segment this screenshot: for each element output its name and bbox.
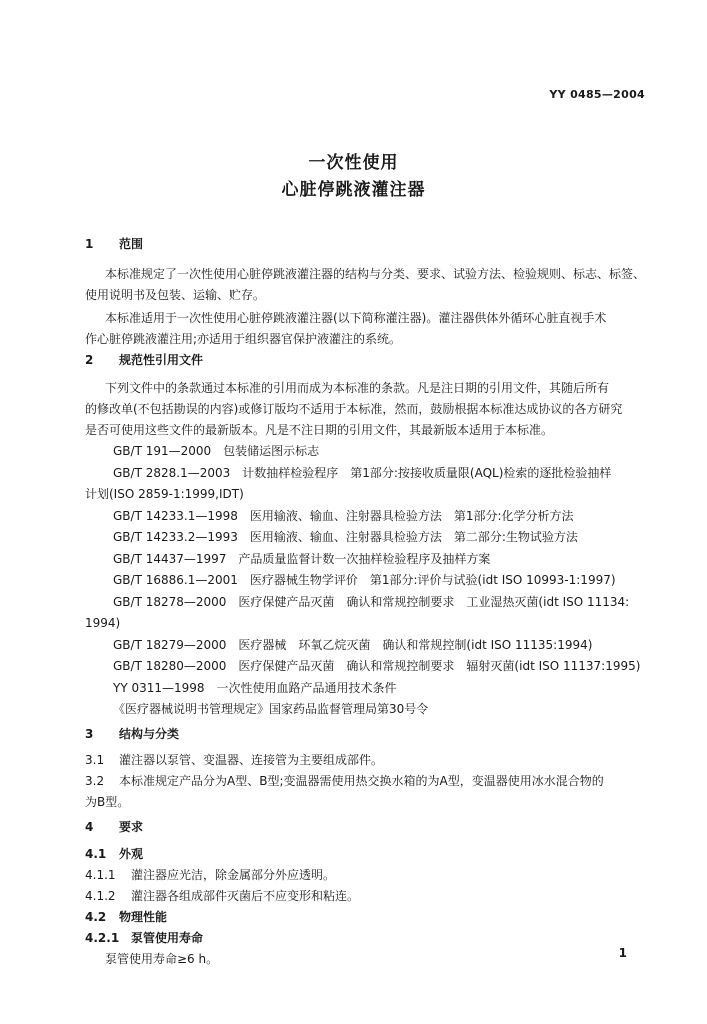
standard-code: YY 0485—2004	[549, 88, 645, 101]
section-number: 3	[85, 727, 94, 741]
paragraph-line: 作心脏停跳液灌注用;亦适用于组织器官保护液灌注的系统。	[85, 332, 402, 346]
document-title-line1: 一次性使用	[308, 153, 399, 173]
reference-item: GB/T 16886.1—2001 医疗器械生物学评价 第1部分:评价与试验(idt ISO 10993-1:1997)	[113, 573, 616, 587]
reference-item: GB/T 14437—1997 产品质量监督计数一次抽样检验程序及抽样方案	[113, 552, 491, 566]
document-title-line2: 心脏停跳液灌注器	[281, 180, 426, 200]
section-title: 要求	[119, 820, 144, 834]
clause-3-1	[85, 753, 655, 767]
reference-item: GB/T 18280—2000 医疗保健产品灭菌 确认和常规控制要求 辐射灭菌(idt ISO 11137:1995)	[113, 659, 641, 673]
paragraph-line: 本标准规定了一次性使用心脏停跳液灌注器的结构与分类、要求、试验方法、检验规则、标志、标签、	[105, 267, 646, 281]
reference-item-continued: 1994)	[85, 616, 121, 630]
reference-item: GB/T 2828.1—2003 计数抽样检验程序 第1部分:按接收质量限(AQL)检索的逐批检验抽样	[113, 466, 612, 480]
clause-text: 灌注器以泵管、变温器、连接管为主要组成部件。	[119, 753, 384, 767]
section-number: 1	[85, 237, 94, 251]
reference-item: GB/T 191—2000 包装储运图示标志	[113, 444, 320, 458]
clause-text: 灌注器各组成部件灭菌后不应变形和粘连。	[131, 889, 360, 903]
section-number: 4	[85, 820, 94, 834]
clause-text: 灌注器应光洁，除金属部分外应透明。	[131, 868, 336, 882]
clause-3-2	[85, 774, 655, 788]
section-1-heading	[85, 237, 655, 251]
paragraph-line: 使用说明书及包装、运输、贮存。	[85, 288, 266, 302]
clause-text: 本标准规定产品分为A型、B型;变温器需使用热交换水箱的为A型，变温器使用冰水混合物的	[119, 774, 604, 788]
clause-4-1-2	[85, 889, 655, 903]
clause-title: 物理性能	[119, 910, 168, 924]
section-title: 范围	[119, 237, 144, 251]
reference-item: GB/T 14233.2—1993 医用输液、输血、注射器具检验方法 第二部分:生物试验方法	[113, 530, 578, 544]
clause-number: 4.1.2	[85, 889, 116, 903]
page-number: 1	[618, 946, 627, 960]
section-title: 规范性引用文件	[119, 353, 204, 367]
clause-title: 泵管使用寿命	[131, 931, 204, 945]
section-4-heading	[85, 820, 655, 834]
reference-item: GB/T 14233.1—1998 医用输液、输血、注射器具检验方法 第1部分:化学分析方法	[113, 509, 574, 523]
paragraph-line: 本标准适用于一次性使用心脏停跳液灌注器(以下简称灌注器)。灌注器供体外循环心脏直视手术	[105, 311, 607, 325]
clause-number: 3.1	[85, 753, 105, 767]
clause-number: 4.2.1	[85, 931, 120, 945]
reference-item: YY 0311—1998 一次性使用血路产品通用技术条件	[113, 681, 397, 695]
reference-item-continued: 计划(ISO 2859-1:1999,IDT)	[85, 487, 244, 501]
paragraph-line: 是否可使用这些文件的最新版本。凡是不注日期的引用文件，其最新版本适用于本标准。	[85, 423, 554, 437]
paragraph-line: 为B型。	[85, 795, 130, 809]
reference-item: GB/T 18279—2000 医疗器械 环氧乙烷灭菌 确认和常规控制(idt ISO 11135:1994)	[113, 638, 593, 652]
clause-4-1-1	[85, 868, 655, 882]
clause-number: 4.2	[85, 910, 107, 924]
section-3-heading	[85, 727, 655, 741]
section-number: 2	[85, 353, 94, 367]
paragraph-line: 下列文件中的条款通过本标准的引用而成为本标准的条款。凡是注日期的引用文件，其随后所有	[105, 381, 610, 395]
clause-number: 3.2	[85, 774, 105, 788]
paragraph-line: 泵管使用寿命≥6 h。	[105, 952, 219, 966]
clause-number: 4.1	[85, 847, 107, 861]
reference-item: 《医疗器械说明书管理规定》国家药品监督管理局第30号令	[113, 702, 429, 716]
section-2-heading	[85, 353, 655, 367]
clause-4-2-1	[85, 931, 655, 945]
paragraph-line: 的修改单(不包括勘误的内容)或修订版均不适用于本标准，然而，鼓励根据本标准达成协议的各方研究	[85, 402, 623, 416]
section-title: 结构与分类	[119, 727, 180, 741]
clause-number: 4.1.1	[85, 868, 116, 882]
clause-4-2	[85, 910, 655, 924]
clause-4-1	[85, 847, 655, 861]
reference-item: GB/T 18278—2000 医疗保健产品灭菌 确认和常规控制要求 工业湿热灭菌(idt ISO 11134:	[113, 595, 630, 609]
clause-title: 外观	[119, 847, 144, 861]
